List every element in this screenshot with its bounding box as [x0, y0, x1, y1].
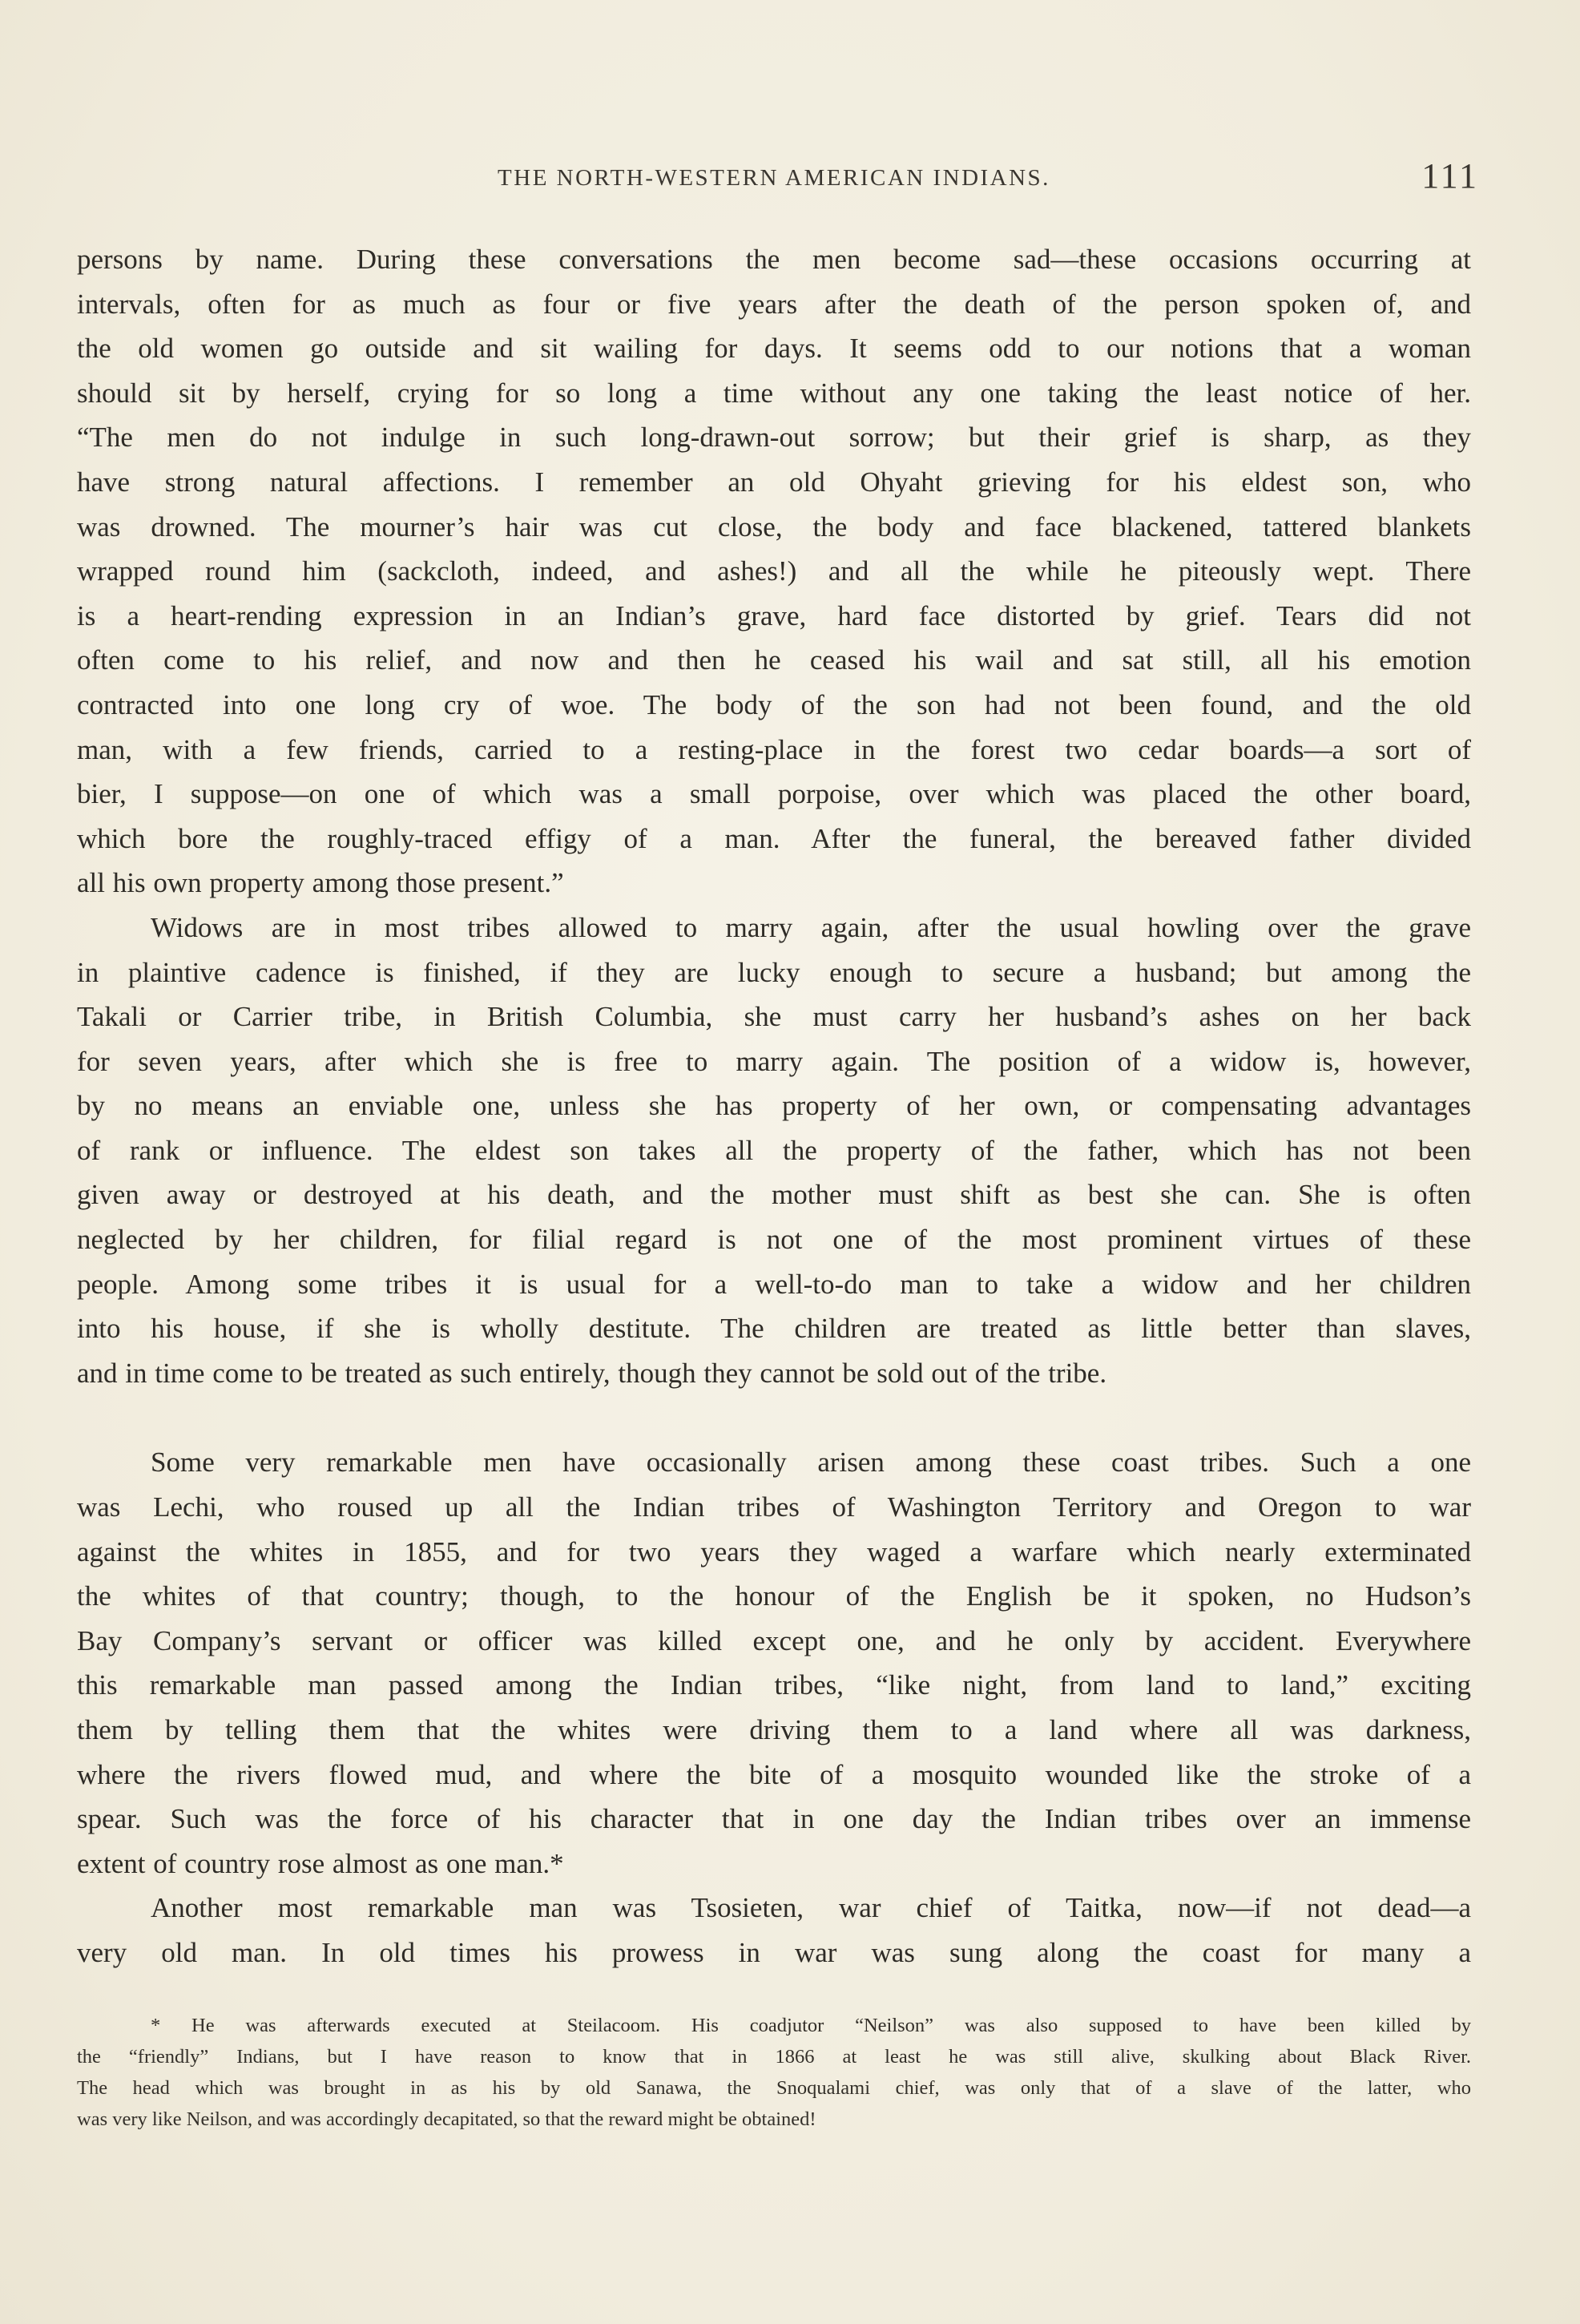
- paragraph-tsosieten: [77, 1886, 1471, 1975]
- page-number: 111: [1421, 156, 1479, 196]
- running-head: THE NORTH-WESTERN AMERICAN INDIANS.: [498, 165, 1050, 191]
- section-gap: [77, 1395, 1471, 1440]
- text-line: should sit by herself, crying for so long a time without any one taking the least notice of her.: [77, 377, 1471, 409]
- text-line: by no means an enviable one, unless she has property of her own, or compensating advantages: [77, 1090, 1471, 1122]
- text-line: neglected by her children, for filial regard is not one of the most prominent virtues of these: [77, 1224, 1471, 1256]
- page-header: [77, 156, 1479, 200]
- text-line: the old women go outside and sit wailing for days. It seems odd to our notions that a woman: [77, 333, 1471, 365]
- text-line: was drowned. The mourner’s hair was cut close, the body and face blackened, tattered blankets: [77, 510, 1471, 543]
- text-line: into his house, if she is wholly destitute. The children are treated as little better than slaves,: [77, 1313, 1471, 1345]
- text-line: and in time come to be treated as such entirely, though they cannot be sold out of the tribe.: [77, 1357, 1107, 1389]
- text-line: was Lechi, who roused up all the Indian tribes of Washington Territory and Oregon to war: [77, 1491, 1471, 1523]
- text-line: contracted into one long cry of woe. The body of the son had not been found, and the old: [77, 688, 1471, 720]
- paragraph-lechi: [77, 1440, 1471, 1886]
- text-line: man, with a few friends, carried to a resting-place in the forest two cedar boards—a sort of: [77, 733, 1471, 765]
- text-line: for seven years, after which she is free to marry again. The position of a widow is, however,: [77, 1045, 1471, 1077]
- paragraph-widows: [77, 906, 1471, 1396]
- footnote: [77, 2010, 1471, 2135]
- text-line: spear. Such was the force of his character that in one day the Indian tribes over an immense: [77, 1803, 1471, 1835]
- footnote-line: was very like Neilson, and was accordingly decapitated, so that the reward might be obtained!: [77, 2108, 816, 2130]
- text-line: them by telling them that the whites were driving them to a land where all was darkness,: [77, 1714, 1471, 1745]
- text-line: Widows are in most tribes allowed to marry again, after the usual howling over the grave: [151, 911, 1471, 943]
- text-line: which bore the roughly-traced effigy of a man. After the funeral, the bereaved father divided: [77, 822, 1471, 854]
- text-line: of rank or influence. The eldest son takes all the property of the father, which has not been: [77, 1134, 1471, 1166]
- text-line: all his own property among those present.”: [77, 867, 564, 899]
- footnote-line: * He was afterwards executed at Steilacoom. His coadjutor “Neilson” was also supposed to have been killed by: [151, 2015, 1471, 2036]
- text-line: very old man. In old times his prowess in war was sung along the coast for many a: [77, 1936, 1471, 1968]
- text-line: have strong natural affections. I remember an old Ohyaht grieving for his eldest son, who: [77, 466, 1471, 498]
- text-line: the whites of that country; though, to the honour of the English be it spoken, no Hudson’s: [77, 1580, 1471, 1612]
- text-line: is a heart-rending expression in an Indian’s grave, hard face distorted by grief. Tears did not: [77, 599, 1471, 631]
- text-line: against the whites in 1855, and for two years they waged a warfare which nearly exterminated: [77, 1535, 1471, 1567]
- text-line: Takali or Carrier tribe, in British Columbia, she must carry her husband’s ashes on her back: [77, 1001, 1471, 1033]
- text-line: bier, I suppose—on one of which was a small porpoise, over which was placed the other board,: [77, 778, 1471, 810]
- text-line: Bay Company’s servant or officer was killed except one, and he only by accident. Everywhere: [77, 1624, 1471, 1656]
- text-line: Another most remarkable man was Tsosieten, war chief of Taitka, now—if not dead—a: [151, 1892, 1471, 1924]
- text-line: wrapped round him (sackcloth, indeed, and ashes!) and all the while he piteously wept. There: [77, 555, 1471, 587]
- paragraph-mourning: [77, 237, 1471, 906]
- text-line: extent of country rose almost as one man.*: [77, 1847, 564, 1879]
- text-line: often come to his relief, and now and then he ceased his wail and sat still, all his emotion: [77, 644, 1471, 676]
- footnote-line: the “friendly” Indians, but I have reason to know that in 1866 at least he was still alive, skulking about Black River.: [77, 2046, 1471, 2068]
- text-line: Some very remarkable men have occasionally arisen among these coast tribes. Such a one: [151, 1446, 1471, 1479]
- text-line: intervals, often for as much as four or five years after the death of the person spoken of, and: [77, 288, 1471, 320]
- text-line: this remarkable man passed among the Indian tribes, “like night, from land to land,” exciting: [77, 1669, 1471, 1701]
- footnote-line: The head which was brought in as his by old Sanawa, the Snoqualami chief, was only that of a slave of the latter, who: [77, 2077, 1471, 2099]
- text-line: “The men do not indulge in such long-drawn-out sorrow; but their grief is sharp, as they: [77, 422, 1471, 454]
- text-line: where the rivers flowed mud, and where the bite of a mosquito wounded like the stroke of a: [77, 1758, 1471, 1790]
- text-line: persons by name. During these conversations the men become sad—these occasions occurring at: [77, 244, 1471, 275]
- text-line: given away or destroyed at his death, and the mother must shift as best she can. She is often: [77, 1179, 1471, 1211]
- text-line: people. Among some tribes it is usual for a well-to-do man to take a widow and her children: [77, 1268, 1471, 1300]
- text-line: in plaintive cadence is finished, if they are lucky enough to secure a husband; but among the: [77, 956, 1471, 988]
- body-text: [77, 237, 1471, 1975]
